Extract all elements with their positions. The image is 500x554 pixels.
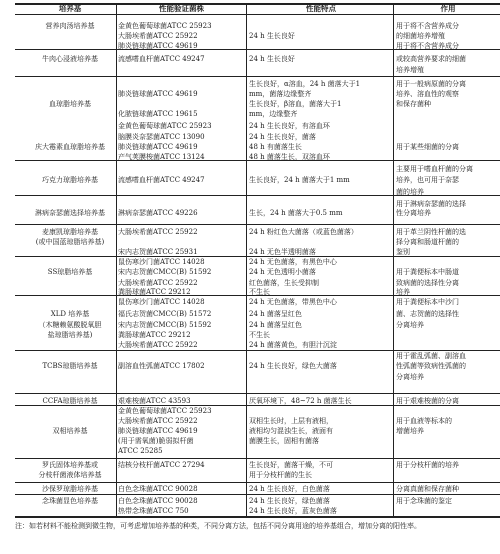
row-32-c1: TCBS琼脂培养基 <box>42 362 98 370</box>
col-divider-2 <box>246 3 247 516</box>
row-39-c3: 菌膜生长，固相有菌落 <box>249 437 319 445</box>
row-13-c4: 主要用于嗜血杆菌的分离 <box>396 165 473 173</box>
row-8-c3: mm，边缘整齐 <box>249 110 298 118</box>
row-41-c4: 用于分枝杆菌的培养 <box>396 461 459 469</box>
row-28-c4: 分离培养 <box>396 321 424 329</box>
row-28-c3: 24 h 菌落呈红色 <box>249 321 302 329</box>
row-21-c2: 宋内志贺菌ATCC 25931 <box>118 248 198 256</box>
row-17-c4: 性分离培养 <box>396 209 431 217</box>
row-22-c2: 鼠伤寒沙门菌ATCC 14028 <box>118 258 205 266</box>
row-33-c4: 分离培养 <box>396 373 424 381</box>
row-10-c3: 24 h 生长良好，菌落 <box>249 133 316 141</box>
row-30-c2: 大肠埃希菌ATCC 25922 <box>118 341 198 349</box>
row-37-c4: 用于血液等标本的 <box>396 417 452 425</box>
row-36-c2: 金黄色葡萄球菌ATCC 25923 <box>118 407 212 415</box>
row-30-c3: 24 h 菌落黄色，有胆汁沉淀 <box>249 341 337 349</box>
row-27-c4: 菌、志贺菌的选择性 <box>396 310 459 318</box>
row-35-c2: 艰难梭菌ATCC 43593 <box>118 397 191 405</box>
row-17-c2: 淋病奈瑟菌ATCC 49226 <box>118 209 198 217</box>
group-rule <box>15 256 500 257</box>
table-bottom-rule <box>15 516 500 518</box>
row-14-c4: 培养，也可用于奈瑟 <box>396 176 459 184</box>
row-21-c4: 鉴别 <box>396 248 410 256</box>
row-26-c4: 用于粪便标本中沙门 <box>396 298 459 306</box>
row-3-c1: 牛肉心浸液培养基 <box>42 55 98 63</box>
row-10-c2: 脑膜炎奈瑟菌ATCC 13090 <box>118 133 205 141</box>
row-43-c4: 分离真菌和保存菌种 <box>396 485 459 493</box>
row-32-c4: 性弧菌等致病性弧菌的 <box>396 362 466 370</box>
row-38-c3: 液相均匀混浊生长，液面有 <box>249 427 333 435</box>
row-26-c2: 鼠伤寒沙门菌ATCC 14028 <box>118 298 205 306</box>
row-12-c2: 产气荚膜梭菌ATCC 13124 <box>118 153 205 161</box>
row-39-c2: (用于需氧菌)脆弱拟杆菌 <box>118 437 194 445</box>
row-17-c1: 淋病奈瑟菌选择培养基 <box>35 209 105 217</box>
row-5-c3: 生长良好，α溶血，24 h 菌落大于1 <box>249 80 361 88</box>
row-3-c3: 24 h 生长良好 <box>249 55 295 63</box>
footnote: 注：如若材料不能检测到微生物，可考虑增加培养基的种类，不同分离方法，包括不同分离用途的培养基组合，增加分离的阳性率。 <box>15 522 421 530</box>
row-12-c3: 48 h 菌落生长，双溶血环 <box>249 153 330 161</box>
row-5-c4: 用于一般病原菌的分离 <box>396 80 466 88</box>
row-44-c4: 用于念珠菌的鉴定 <box>396 497 452 505</box>
row-40-c2: ATCC 25285 <box>118 447 163 455</box>
row-19-c4: 用于革兰阴性杆菌的选 <box>396 228 466 236</box>
row-20-c4: 择分离和肠道杆菌的 <box>396 238 459 246</box>
row-23-c4: 用于粪便标本中肠道 <box>396 268 459 276</box>
row-8-c2: 化脓链球菌ATCC 19615 <box>118 110 198 118</box>
row-25-c2: 粪肠球菌ATCC 29212 <box>118 288 191 296</box>
row-14-c1: 巧克力琼脂培养基 <box>42 176 98 184</box>
group-rule <box>15 482 500 483</box>
row-45-c3: 24 h 生长良好，蓝灰色菌落 <box>249 507 337 515</box>
row-11-c1: 庆大霉素血琼脂培养基 <box>35 143 105 151</box>
row-45-c2: 热带念珠菌ATCC 750 <box>118 507 189 515</box>
group-rule <box>15 494 500 495</box>
row-35-c3: 厌氧环境下，48~72 h 菌落生长 <box>249 397 352 405</box>
row-27-c3: 24 h 菌落呈红色 <box>249 310 302 318</box>
row-19-c3: 24 h 粉红色大菌落（或蓝色菌落） <box>249 228 358 236</box>
row-32-c3: 24 h 生长良好，绿色大菌落 <box>249 362 337 370</box>
row-11-c2: 肺炎链球菌ATCC 49619 <box>118 143 198 151</box>
row-41-c1: 罗氏固体培养基或 <box>42 461 98 469</box>
header-medium: 培养基 <box>58 5 82 13</box>
row-1-c2: 大肠埃希菌ATCC 25922 <box>118 32 198 40</box>
row-1-c4: 的细菌培养增殖 <box>396 32 445 40</box>
row-29-c1: 盐琼脂培养基) <box>47 331 93 339</box>
row-20-c1: (或中国蓝琼脂培养基) <box>35 238 105 246</box>
row-35-c1: CCFA琼脂培养基 <box>42 397 98 405</box>
group-rule <box>15 76 500 77</box>
row-37-c2: 大肠埃希菌ATCC 25922 <box>118 417 198 425</box>
row-24-c3: 红色菌落，生长受抑制 <box>249 279 319 287</box>
row-43-c2: 白色念珠菌ATCC 90028 <box>118 485 198 493</box>
row-14-c2: 流感嗜血杆菌ATCC 49247 <box>118 176 205 184</box>
row-23-c1: SS琼脂培养基 <box>47 268 93 276</box>
row-6-c2: 肺炎链球菌ATCC 49619 <box>118 90 198 98</box>
row-41-c2: 结核分枝杆菌ATCC 27294 <box>118 461 205 469</box>
row-19-c1: 麦康凯琼脂培养基 <box>42 228 98 236</box>
col-divider-1 <box>116 3 117 516</box>
row-11-c4: 用于某些细菌的分离 <box>396 143 459 151</box>
row-44-c1: 念珠菌显色培养基 <box>42 497 98 505</box>
row-28-c2: 宋内志贺菌CMCC(B) 51592 <box>118 321 212 329</box>
row-38-c4: 增菌培养 <box>396 427 424 435</box>
row-37-c3: 双相生长时，上层有液相， <box>249 417 333 425</box>
row-9-c3: 24 h 生长良好，有溶血环 <box>249 122 330 130</box>
row-42-c1: 分枝杆菌液体培养基 <box>38 471 102 479</box>
row-7-c1: 血琼脂培养基 <box>49 100 91 108</box>
row-31-c4: 用于霍乱弧菌、副溶血 <box>396 352 466 360</box>
row-7-c3: 生长良好，β溶血，菌落大于1 <box>249 100 342 108</box>
group-rule <box>15 393 500 394</box>
row-22-c3: 24 h 无色菌落，有黑色中心 <box>249 258 337 266</box>
row-2-c4: 用于将不含营养成分 <box>396 42 459 50</box>
row-19-c2: 大肠埃希菌ATCC 25922 <box>118 228 198 236</box>
row-7-c4: 和保存菌种 <box>396 100 431 108</box>
row-35-c4: 用于艰难梭菌的分离 <box>396 397 459 405</box>
row-0-c1: 营养肉汤培养基 <box>45 22 95 30</box>
row-24-c2: 大肠埃希菌ATCC 25922 <box>118 279 198 287</box>
header-feature: 性能特点 <box>306 5 336 13</box>
col-divider-3 <box>393 3 394 516</box>
row-3-c2: 流感嗜血杆菌ATCC 49247 <box>118 55 205 63</box>
row-9-c2: 金黄色葡萄球菌ATCC 25923 <box>118 122 212 130</box>
row-4-c4: 培养增殖 <box>396 66 424 74</box>
row-32-c2: 副溶血性弧菌ATCC 17802 <box>118 362 205 370</box>
row-27-c1: XLD 培养基 <box>50 310 90 318</box>
row-15-c4: 菌的培养 <box>396 188 424 196</box>
row-17-c3: 生长，24 h 菌落大于0.5 mm <box>249 209 343 217</box>
row-29-c2: 粪肠球菌ATCC 29212 <box>118 331 191 339</box>
header-rule <box>15 14 500 15</box>
row-44-c2: 白色念珠菌ATCC 90028 <box>118 497 198 505</box>
row-41-c3: 生长良好，菌落干燥，不可 <box>249 461 333 469</box>
row-26-c3: 24 h 无色菌落，带黑色中心 <box>249 298 337 306</box>
row-2-c2: 肺炎链球菌ATCC 49619 <box>118 42 198 50</box>
row-14-c3: 生长良好，24 h 菌落大于1 mm <box>249 176 350 184</box>
row-11-c3: 48 h 有菌落生长 <box>249 143 302 151</box>
row-42-c3: 用于分枝杆菌的生长 <box>249 471 312 479</box>
group-rule <box>15 405 500 406</box>
row-23-c2: 宋内志贺菌CMCC(B) 51592 <box>118 268 212 276</box>
row-1-c3: 24 h 生长良好 <box>249 32 295 40</box>
header-usage: 作用 <box>440 5 456 13</box>
row-3-c4: 或较高营养要求的细菌 <box>396 55 466 63</box>
row-0-c2: 金黄色葡萄球菌ATCC 25923 <box>118 22 212 30</box>
group-rule <box>15 224 500 225</box>
row-0-c4: 用于将不含营养成分 <box>396 22 459 30</box>
row-6-c4: 培养、溶血性的观察 <box>396 90 459 98</box>
group-rule <box>15 458 500 459</box>
row-43-c3: 24 h 生长良好，白色菌落 <box>249 485 330 493</box>
row-21-c3: 24 h 无色半透明菌落 <box>249 248 316 256</box>
row-23-c3: 24 h 无色透明小菌落 <box>249 268 316 276</box>
row-43-c1: 沙保罗琼脂培养基 <box>42 485 98 493</box>
row-25-c4: 培养 <box>396 288 410 296</box>
row-44-c3: 24 h 生长良好，绿色菌落 <box>249 497 330 505</box>
row-27-c2: 福氏志贺菌CMCC(B) 51572 <box>118 310 212 318</box>
header-strain: 性能验证菌株 <box>159 5 204 13</box>
row-29-c3: 不生长 <box>249 331 270 339</box>
row-6-c3: mm，菌落边缘整齐 <box>249 90 312 98</box>
row-24-c4: 致病菌的选择性分离 <box>396 279 459 287</box>
row-16-c4: 用于淋病奈瑟菌的选择 <box>396 200 466 208</box>
row-38-c2: 肺炎链球菌ATCC 49619 <box>118 427 198 435</box>
group-rule <box>15 350 500 351</box>
row-28-c1: （木糖赖氨酸脱氧胆 <box>38 321 102 329</box>
row-38-c1: 双相培养基 <box>52 427 88 435</box>
row-25-c3: 不生长 <box>249 288 270 296</box>
